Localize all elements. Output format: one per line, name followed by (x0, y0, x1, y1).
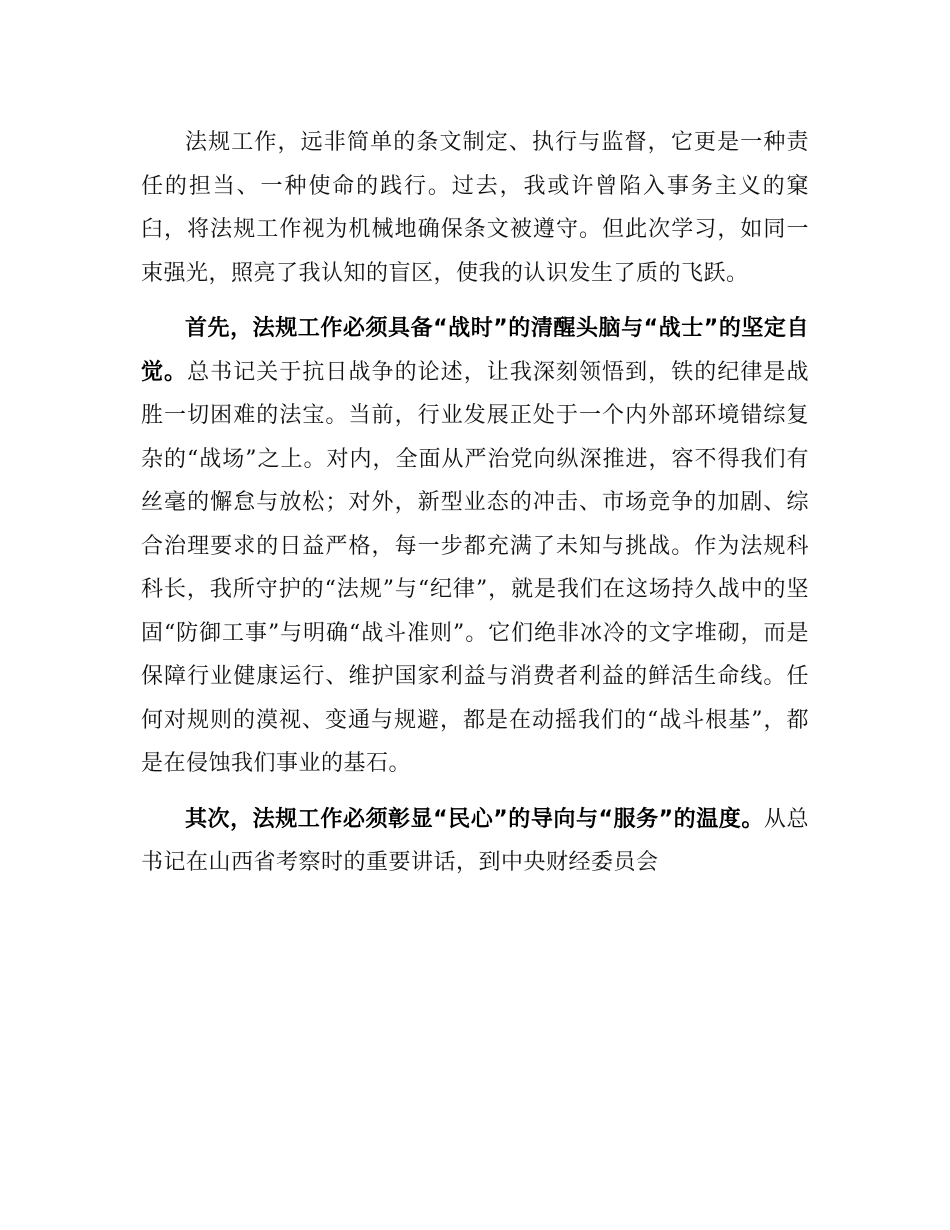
paragraph-3-lead: 其次，法规工作必须彰显“民心”的导向与“服务”的温度。 (185, 806, 764, 832)
paragraph-1-body: 法规工作，远非简单的条文制定、执行与监督，它更是一种责任的担当、一种使命的践行。过去，我或许曾陷入事务主义的窠臼，将法规工作视为机械地确保条文被遵守。但此次学习，如同一束强光，照亮了我认知的盲区，使我的认识发生了质的飞跃。 (141, 130, 809, 286)
paragraph-3 (141, 798, 809, 885)
paragraph-3-body: 从总书记在山西省考察时的重要讲话，到中央财经委员会 (141, 806, 809, 875)
paragraph-2-lead: 首先，法规工作必须具备“战时”的清醒头脑与“战士”的坚定自觉。 (141, 316, 809, 385)
paragraph-2 (141, 307, 809, 786)
paragraph-2-body: 总书记关于抗日战争的论述，让我深刻领悟到，铁的纪律是战胜一切困难的法宝。当前，行业发展正处于一个内外部环境错综复杂的“战场”之上。对内，全面从严治党向纵深推进，容不得我们有丝毫的懈怠与放松；对外，新型业态的冲击、市场竞争的加剧、综合治理要求的日益严格，每一步都充满了未知与挑战。作为法规科科长，我所守护的“法规”与“纪律”，就是我们在这场持久战中的坚固“防御工事”与明确“战斗准则”。它们绝非冰冷的文字堆砌，而是保障行业健康运行、维护国家利益与消费者利益的鲜活生命线。任何对规则的漠视、变通与规避，都是在动摇我们的“战斗根基”，都是在侵蚀我们事业的基石。 (141, 359, 809, 776)
document-page (141, 121, 809, 897)
paragraph-1 (141, 121, 809, 295)
